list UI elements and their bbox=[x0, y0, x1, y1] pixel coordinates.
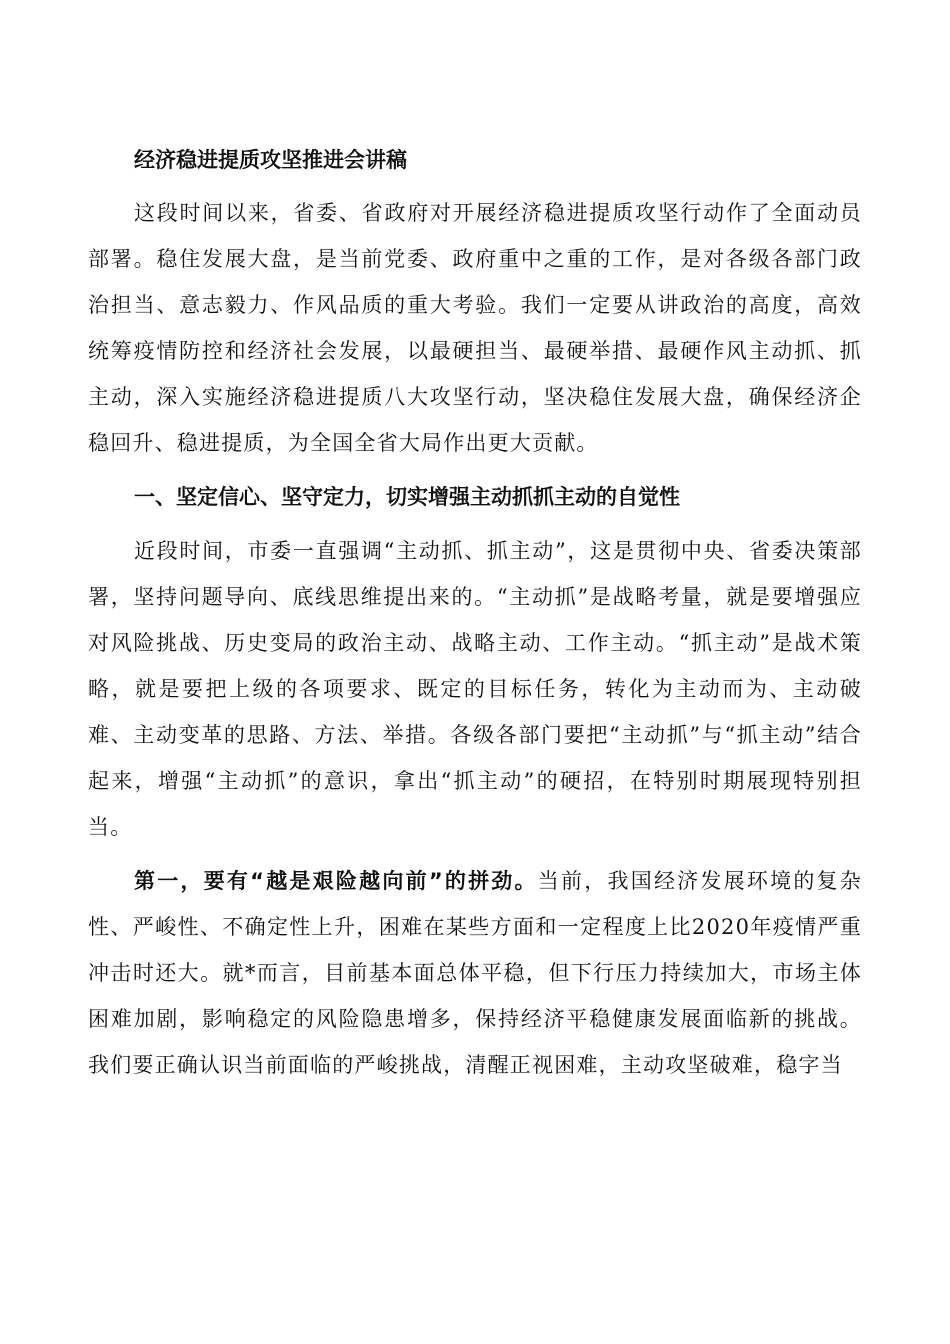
paragraph-lead-text: 第一，要有“越是艰险越向前”的拼劲。 bbox=[134, 869, 538, 893]
body-paragraph-2: 近段时间，市委一直强调“主动抓、抓主动”，这是贯彻中央、省委决策部署，坚持问题导向、底线思维提出来的。“主动抓”是战略考量，就是要增强应对风险挑战、历史变局的政治主动、战略主动、工作主动。“抓主动”是战术策略，就是要把上级的各项要求、既定的目标任务，转化为主动而为、主动破难、主动变革的思路、方法、举措。各级各部门要把“主动抓”与“抓主动”结合起来，增强“主动抓”的意识，拿出“抓主动”的硬招，在特别时期展现特别担当。 bbox=[88, 539, 862, 839]
paragraph-body-text: 当前，我国经济发展环境的复杂性、严峻性、不确定性上升，困难在某些方面和一定程度上比2020年疫情严重冲击时还大。就*而言，目前基本面总体平稳，但下行压力持续加大，市场主体困难加剧，影响稳定的风险隐患增多，保持经济平稳健康发展面临新的挑战。我们要正确认识当前面临的严峻挑战，清醒正视困难，主动攻坚破难，稳字当 bbox=[88, 869, 862, 1077]
section-heading-1: 一、坚定信心、坚守定力，切实增强主动抓抓主动的自觉性 bbox=[134, 485, 680, 509]
body-paragraph-1: 这段时间以来，省委、省政府对开展经济稳进提质攻坚行动作了全面动员部署。稳住发展大盘，是当前党委、政府重中之重的工作，是对各级各部门政治担当、意志毅力、作风品质的重大考验。我们一定要从讲政治的高度，高效统筹疫情防控和经济社会发展，以最硬担当、最硬举措、最硬作风主动抓、抓主动，深入实施经济稳进提质八大攻坚行动，坚决稳住发展大盘，确保经济企稳回升、稳进提质，为全国全省大局作出更大贡献。 bbox=[88, 201, 862, 455]
document-title: 经济稳进提质攻坚推进会讲稿 bbox=[134, 148, 407, 172]
document-body bbox=[88, 137, 862, 1096]
body-paragraph-3 bbox=[88, 858, 862, 1088]
